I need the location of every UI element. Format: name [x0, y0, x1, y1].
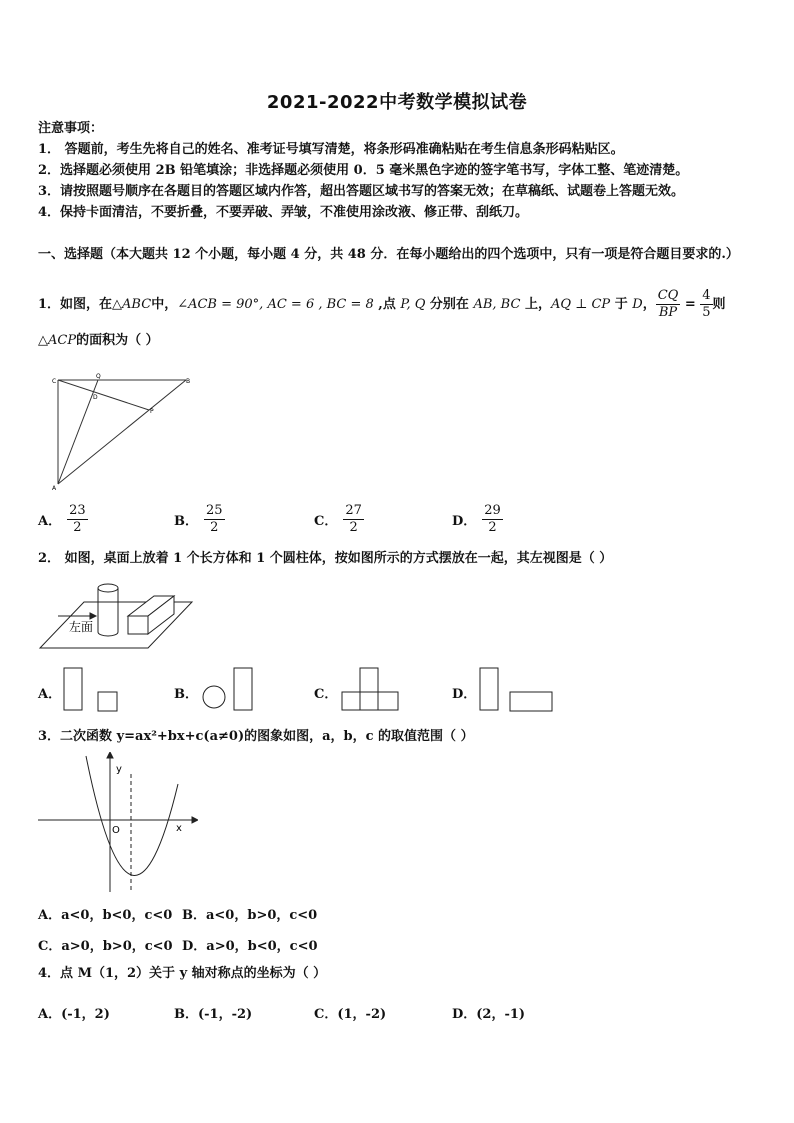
q2-option-a[interactable]: A． — [38, 687, 62, 702]
q2-option-c[interactable]: C． — [314, 687, 338, 702]
q2-option-b[interactable]: B． — [174, 687, 198, 702]
q1-option-b-fraction: $\frac{25}{2}$ — [206, 503, 223, 535]
q3-option-b[interactable]: B．a<0，b>0，c<0 — [182, 908, 318, 923]
q1-mid: 中， — [151, 297, 178, 312]
q1-value-den: 5 — [702, 305, 711, 320]
q1-ratio-fraction — [656, 288, 681, 321]
q1-value-fraction — [700, 288, 712, 321]
q2-option-d-figure — [476, 667, 558, 713]
q1-ratio-num: CQ — [657, 288, 679, 303]
q1-triangle-figure — [40, 372, 200, 494]
y-axis-label: y — [116, 764, 122, 775]
q2-stem: 2． 如图，桌面上放着 1 个长方体和 1 个圆柱体，按如图所示的方式摆放在一起，其左视图是（ ） — [38, 551, 613, 566]
label-b: B — [186, 378, 191, 385]
section-heading: 一、选择题（本大题共 12 个小题，每小题 4 分，共 48 分．在每小题给出的四个选项中，只有一项是符合题目要求的.） — [38, 247, 739, 262]
note-item-3: 3．请按照题号顺序在各题目的答题区域内作答，超出答题区域书写的答案无效；在草稿纸、试题卷上答题无效。 — [38, 184, 685, 199]
q1-stem — [38, 287, 726, 323]
label-d: D — [93, 394, 98, 401]
q1-dot: ,点 — [373, 297, 401, 312]
q1-option-b[interactable]: B． $\frac{25}{2}$ — [174, 503, 223, 535]
note-item-1: 1． 答题前，考生先将自己的姓名、准考证号填写清楚，将条形码准确粘贴在考生信息条形码粘贴区。 — [38, 142, 624, 157]
q1-points: P, Q — [400, 297, 426, 312]
q1-option-a-fraction: $\frac{23}{2}$ — [69, 503, 86, 535]
note-item-4: 4．保持卡面清洁，不要折叠，不要弄破、弄皱，不准使用涂改液、修正带、刮纸刀。 — [38, 205, 529, 220]
q2-objects-figure — [36, 574, 196, 652]
cylinder-top — [98, 584, 118, 592]
q3-option-d[interactable]: D．a>0，b<0，c<0 — [182, 939, 318, 954]
origin-label: O — [112, 825, 120, 836]
q1-on: 分别在 — [425, 297, 474, 312]
q3-option-c[interactable]: C．a>0，b>0，c<0 — [38, 939, 173, 954]
q1-option-d[interactable]: D． $\frac{29}{2}$ — [452, 503, 501, 535]
parabola-curve — [86, 756, 178, 875]
q1-triangle: △ABC — [112, 297, 152, 312]
label-a: A — [52, 485, 57, 492]
label-q: Q — [96, 373, 101, 380]
label-p: P — [150, 408, 154, 415]
q3-parabola-figure — [36, 752, 198, 896]
q1-sides: AB, BC — [473, 297, 521, 312]
q3-option-a[interactable]: A．a<0，b<0，c<0 — [38, 908, 173, 923]
x-axis-label: x — [176, 823, 182, 834]
left-view-label: 左面 — [69, 620, 94, 634]
q1-option-d-fraction: $\frac{29}{2}$ — [484, 503, 501, 535]
q1-option-c-fraction: $\frac{27}{2}$ — [345, 503, 362, 535]
q1-then: 则 — [712, 297, 726, 312]
segment-aq — [58, 380, 98, 484]
q1-comma: ， — [642, 297, 656, 312]
page-title: 2021-2022中考数学模拟试卷 — [266, 92, 528, 113]
cuboid-front — [128, 616, 148, 634]
notes-heading: 注意事项： — [38, 121, 104, 136]
side-ab — [58, 380, 186, 484]
q1-perp: AQ ⊥ CP — [550, 297, 611, 312]
q1-prefix: 1．如图，在 — [38, 297, 113, 312]
q1-area-text: 的面积为（ ） — [76, 333, 159, 348]
q1-up: 上， — [520, 297, 551, 312]
q2-option-d[interactable]: D． — [452, 687, 477, 702]
q1-stem-line2 — [38, 331, 159, 351]
q2-option-b-figure — [198, 667, 258, 713]
q2-option-a-figure — [62, 667, 120, 713]
q1-at: 于 — [610, 297, 633, 312]
q1-ratio-den: BP — [658, 305, 678, 320]
q4-option-c[interactable]: C．(1，-2) — [314, 1007, 387, 1022]
q1-eq: = — [680, 297, 701, 312]
q2-option-c-figure — [338, 667, 402, 713]
q4-stem: 4．点 M（1，2）关于 y 轴对称点的坐标为（ ） — [38, 966, 327, 981]
q1-value-num: 4 — [702, 288, 711, 303]
q1-condition: ∠ACB = 90°, AC = 6 , BC = 8 — [177, 297, 374, 312]
q4-option-a[interactable]: A．(-1，2) — [38, 1007, 110, 1022]
q1-option-a[interactable]: A． $\frac{23}{2}$ — [38, 503, 86, 535]
q1-d: D — [632, 297, 643, 312]
q4-option-d[interactable]: D．(2，-1) — [452, 1007, 526, 1022]
segment-cp — [58, 380, 149, 410]
q1-option-c[interactable]: C． $\frac{27}{2}$ — [314, 503, 362, 535]
q4-option-b[interactable]: B．(-1，-2) — [174, 1007, 253, 1022]
label-c: C — [52, 378, 57, 385]
q1-acp: △ACP — [38, 333, 77, 348]
note-item-2: 2．选择题必须使用 2B 铅笔填涂；非选择题必须使用 0．5 毫米黑色字迹的签字笔书写，字体工整、笔迹清楚。 — [38, 163, 689, 178]
q3-stem: 3．二次函数 y=ax²+bx+c(a≠0)的图象如图，a，b，c 的取值范围（ ） — [38, 729, 474, 744]
